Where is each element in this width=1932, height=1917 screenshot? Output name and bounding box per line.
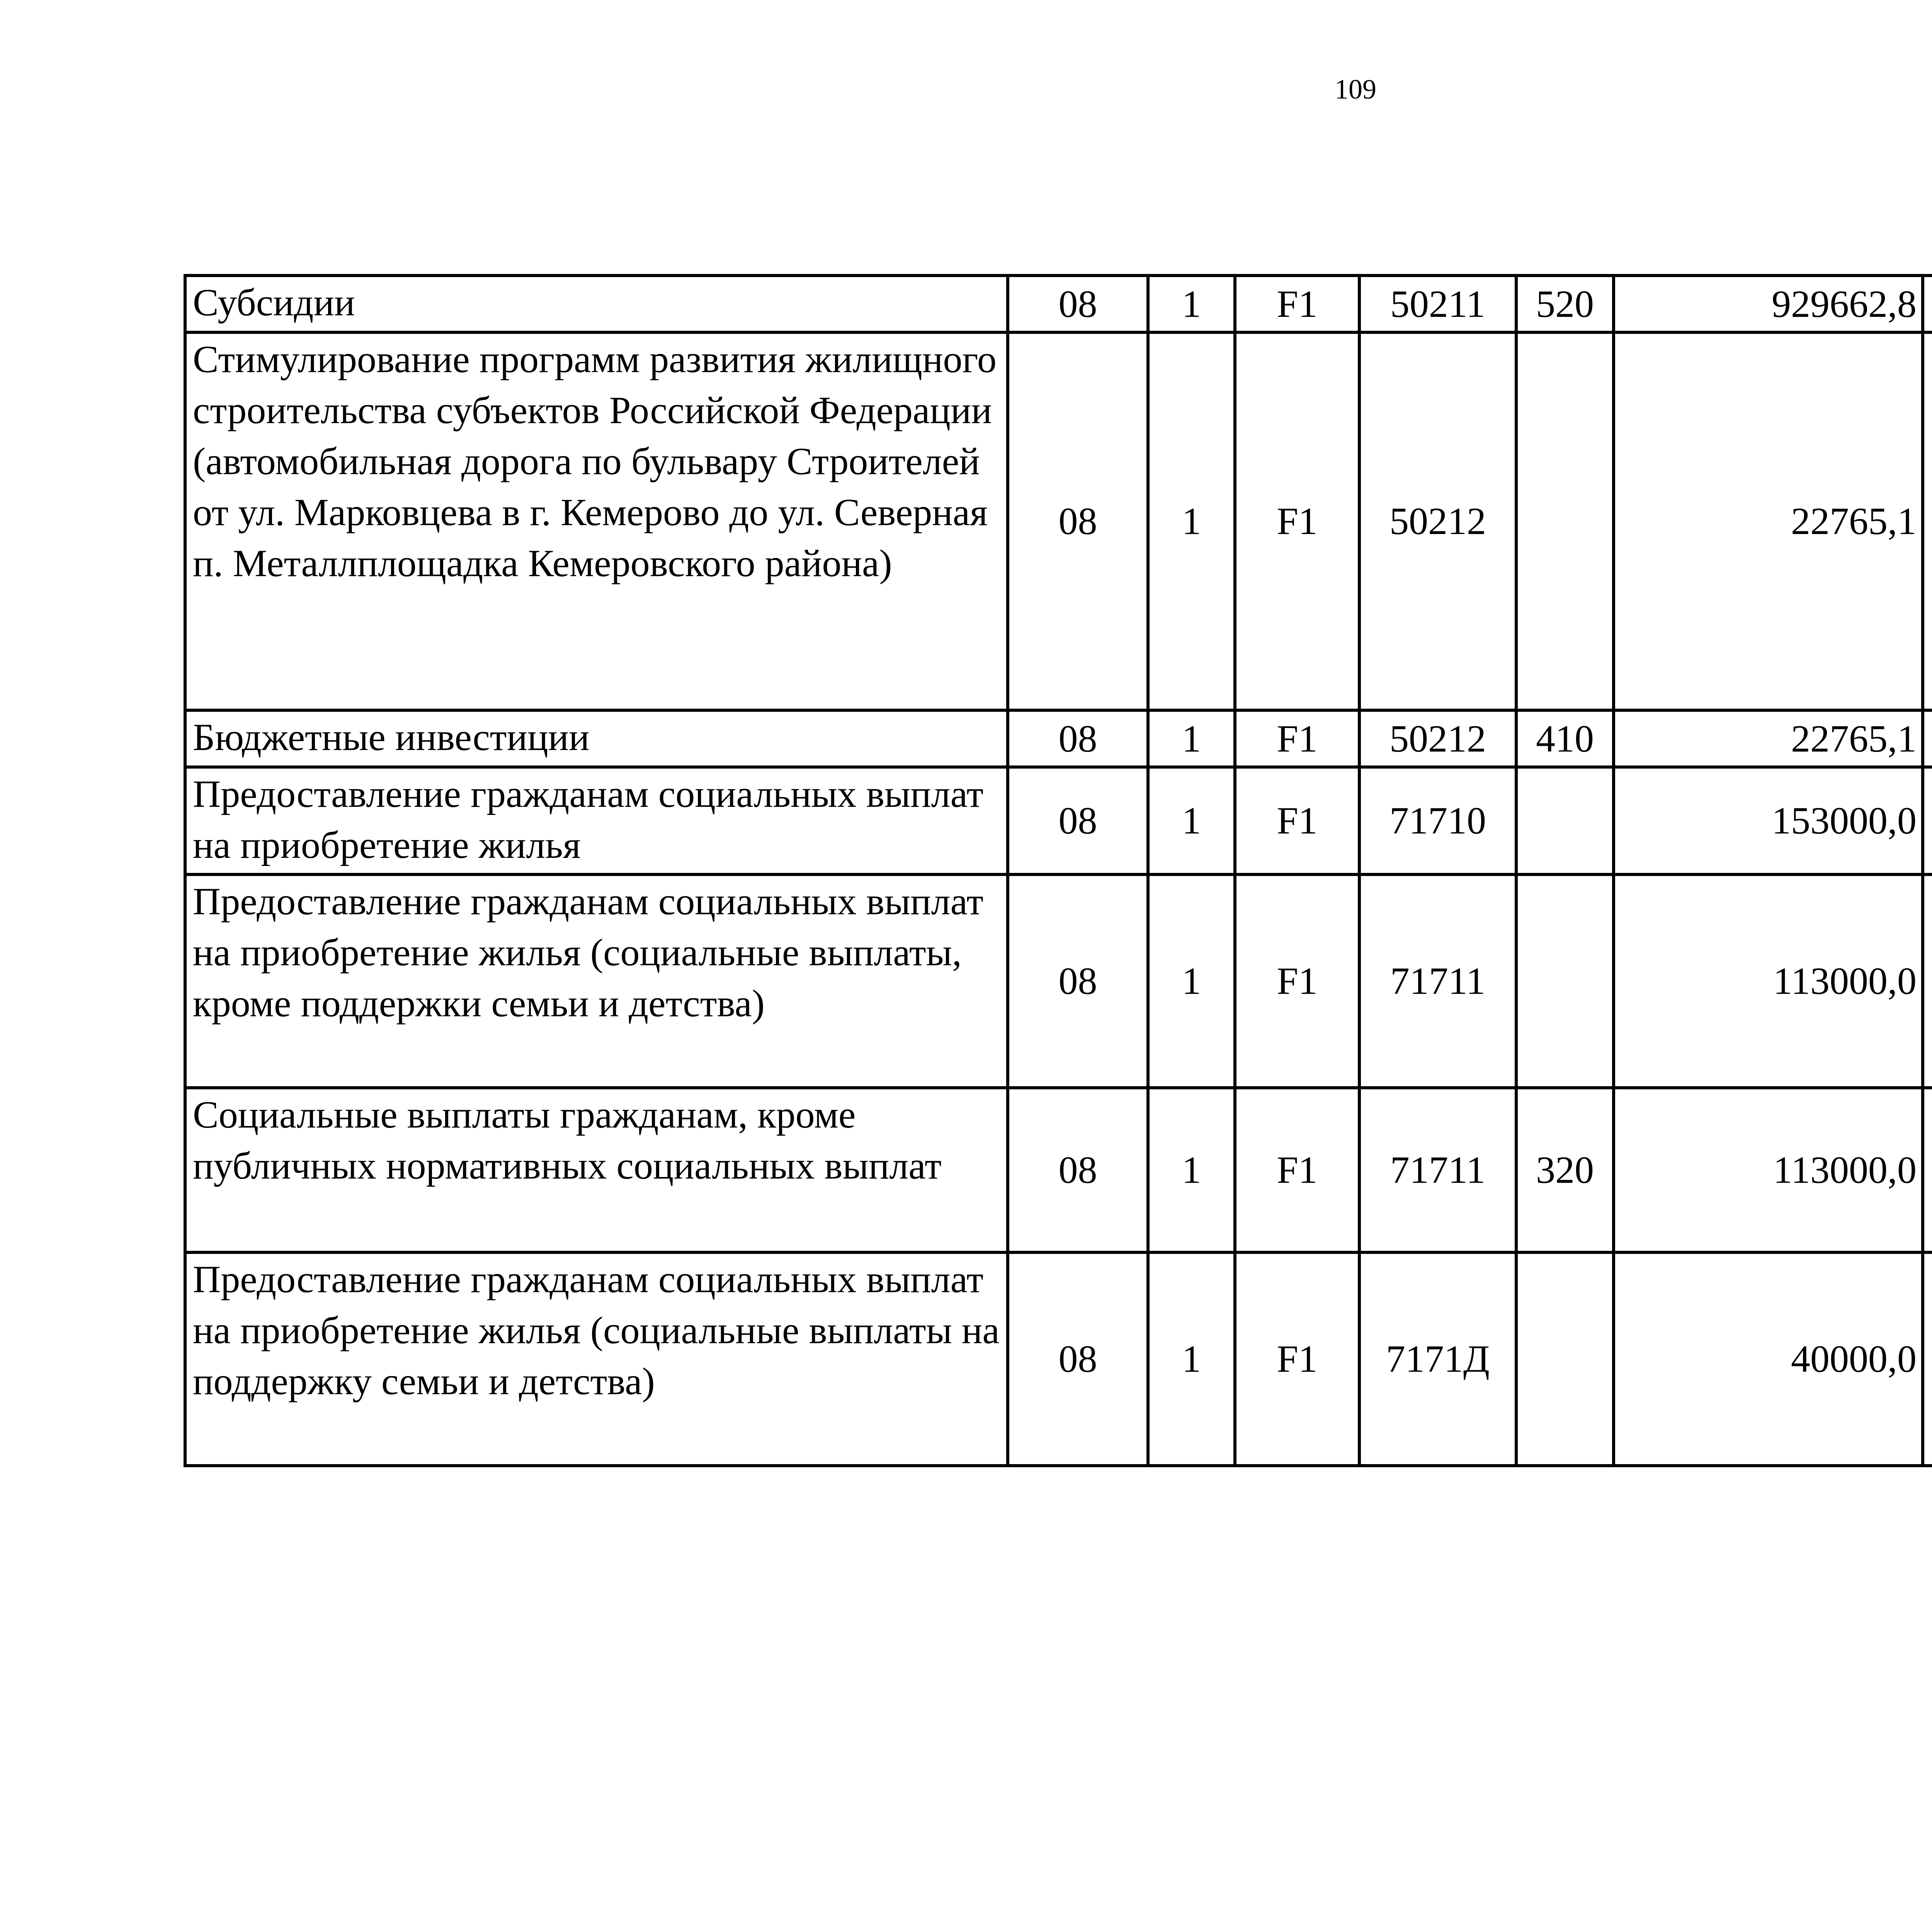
program-cell: F1 [1235, 276, 1359, 332]
section-cell: 08 [1008, 874, 1148, 1088]
value2-cell [1923, 276, 1932, 332]
program-cell: F1 [1235, 710, 1359, 767]
table-row [185, 276, 1932, 332]
value2-cell [1923, 1252, 1932, 1466]
section-cell: 08 [1008, 710, 1148, 767]
code-cell: 71711 [1359, 1088, 1516, 1252]
value2-cell [1923, 874, 1932, 1088]
value2-cell [1923, 767, 1932, 874]
code-cell: 71710 [1359, 767, 1516, 874]
subsection-cell: 1 [1148, 276, 1235, 332]
subsection-cell: 1 [1148, 710, 1235, 767]
section-cell: 08 [1008, 276, 1148, 332]
type-cell [1516, 332, 1614, 710]
value1-cell: 22765,1 [1614, 710, 1923, 767]
type-cell: 320 [1516, 1088, 1614, 1252]
subsection-cell: 1 [1148, 1252, 1235, 1466]
code-cell: 7171Д [1359, 1252, 1516, 1466]
type-cell [1516, 874, 1614, 1088]
row-name: Предоставление гражданам социальных выплат на приобретение жилья (социальные выплаты, кроме поддержки семьи и детства) [185, 874, 1008, 1088]
subsection-cell: 1 [1148, 332, 1235, 710]
value1-cell: 113000,0 [1614, 874, 1923, 1088]
type-cell: 410 [1516, 710, 1614, 767]
program-cell: F1 [1235, 1252, 1359, 1466]
value1-cell: 929662,8 [1614, 276, 1923, 332]
row-name: Предоставление гражданам социальных выплат на приобретение жилья [185, 767, 1008, 874]
value1-cell: 22765,1 [1614, 332, 1923, 710]
row-name: Субсидии [185, 276, 1008, 332]
subsection-cell: 1 [1148, 874, 1235, 1088]
table-row [185, 332, 1932, 710]
program-cell: F1 [1235, 874, 1359, 1088]
table-row [185, 874, 1932, 1088]
table-row [185, 1252, 1932, 1466]
code-cell: 50212 [1359, 710, 1516, 767]
subsection-cell: 1 [1148, 767, 1235, 874]
row-name: Стимулирование программ развития жилищного строительства субъектов Российской Федерации (автомобильная дорога по бульвару Строителей от ул. Марковцева в г. Кемерово до ул. Северная п. Металлплощадка Кемеровского района) [185, 332, 1008, 710]
subsection-cell: 1 [1148, 1088, 1235, 1252]
value2-cell [1923, 332, 1932, 710]
budget-table [184, 274, 1932, 1467]
program-cell: F1 [1235, 1088, 1359, 1252]
table-row [185, 767, 1932, 874]
row-name: Социальные выплаты гражданам, кроме публичных нормативных социальных выплат [185, 1088, 1008, 1252]
section-cell: 08 [1008, 1252, 1148, 1466]
section-cell: 08 [1008, 1088, 1148, 1252]
type-cell [1516, 1252, 1614, 1466]
program-cell: F1 [1235, 332, 1359, 710]
type-cell: 520 [1516, 276, 1614, 332]
value2-cell [1923, 1088, 1932, 1252]
table-row [185, 1088, 1932, 1252]
value1-cell: 153000,0 [1614, 767, 1923, 874]
code-cell: 71711 [1359, 874, 1516, 1088]
program-cell: F1 [1235, 767, 1359, 874]
type-cell [1516, 767, 1614, 874]
page-number: 109 [1335, 74, 1376, 105]
value1-cell: 113000,0 [1614, 1088, 1923, 1252]
table-row [185, 710, 1932, 767]
section-cell: 08 [1008, 767, 1148, 874]
row-name: Предоставление гражданам социальных выплат на приобретение жилья (социальные выплаты на поддержку семьи и детства) [185, 1252, 1008, 1466]
row-name: Бюджетные инвестиции [185, 710, 1008, 767]
section-cell: 08 [1008, 332, 1148, 710]
code-cell: 50211 [1359, 276, 1516, 332]
value1-cell: 40000,0 [1614, 1252, 1923, 1466]
value2-cell [1923, 710, 1932, 767]
code-cell: 50212 [1359, 332, 1516, 710]
